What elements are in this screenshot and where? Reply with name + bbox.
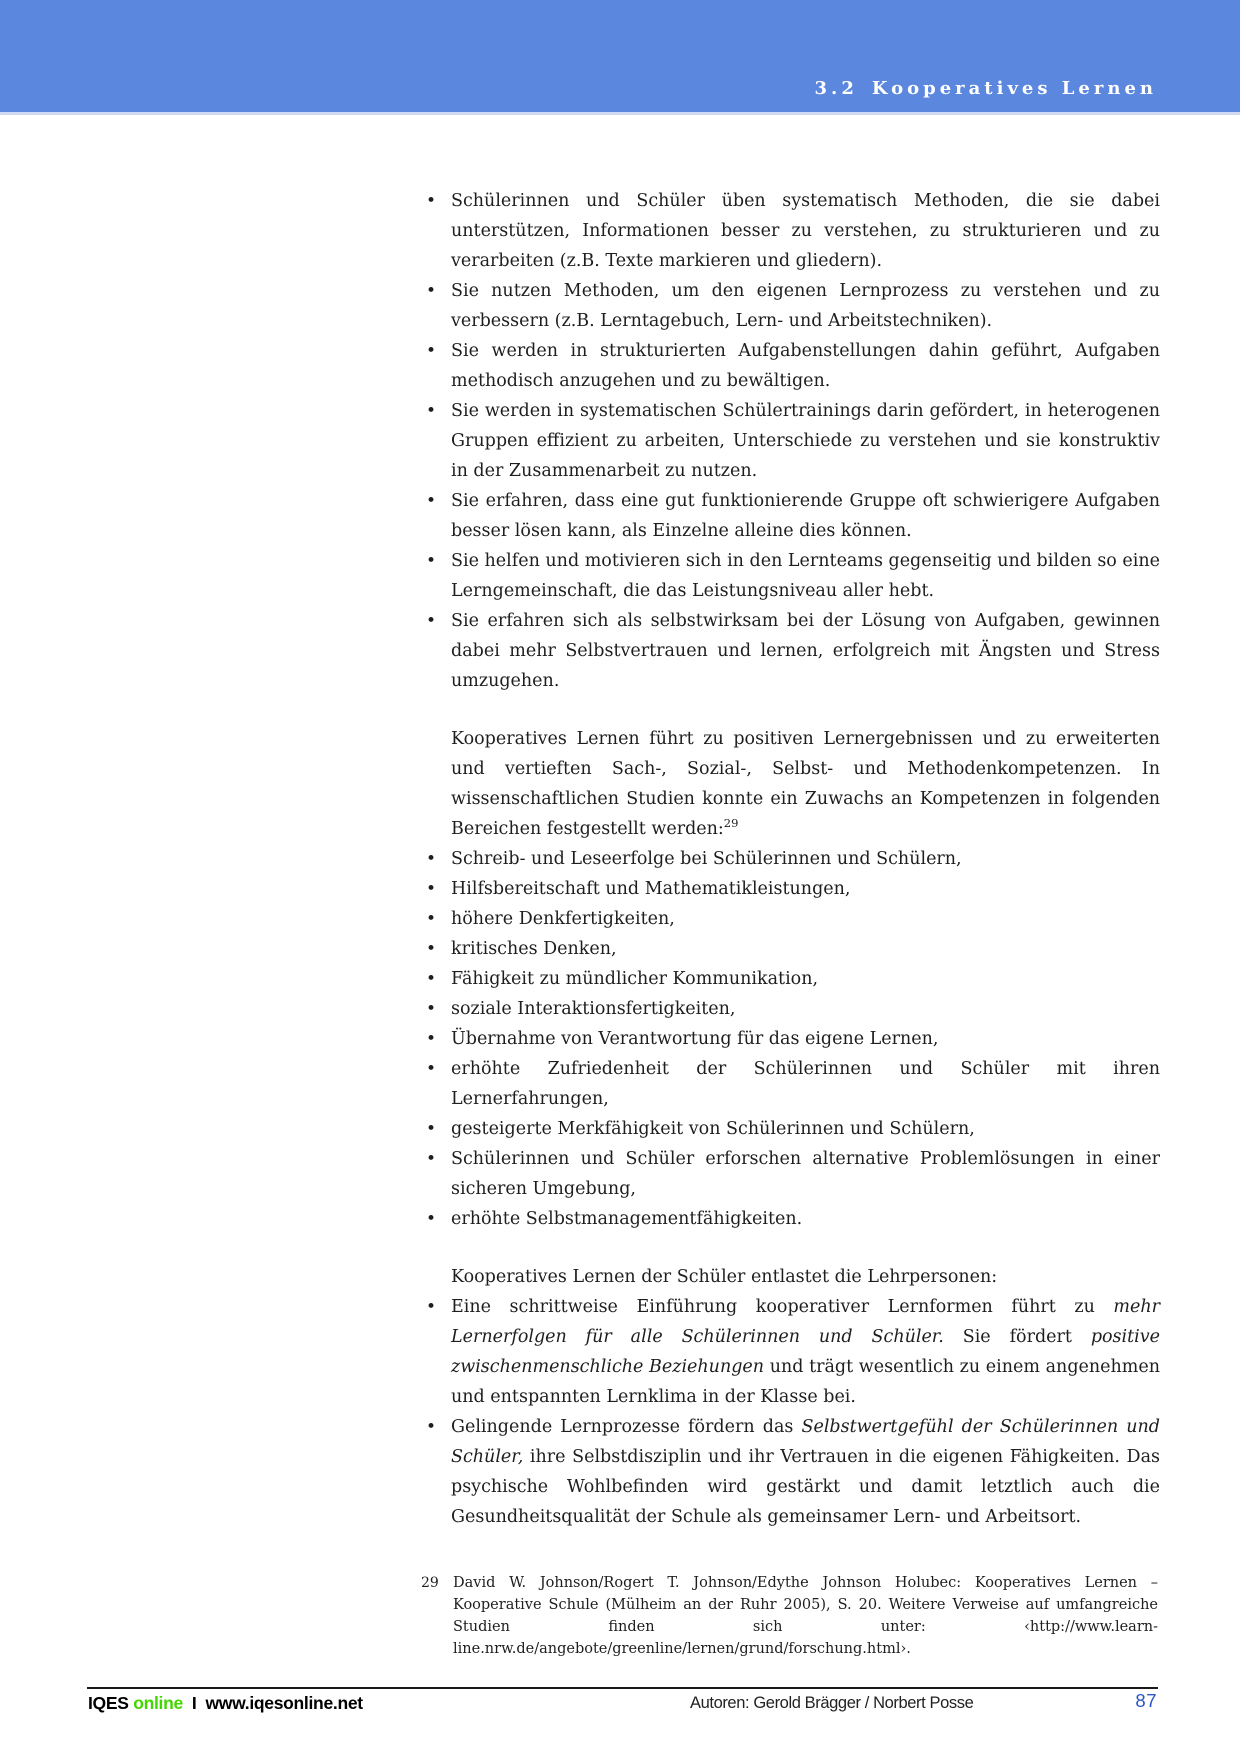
list-item: • erhöhte Selbstmanagementfähigkeiten. <box>424 1204 1160 1234</box>
bullet-list-methods <box>424 186 1160 696</box>
list-item: • Sie werden in strukturierten Aufgabenstellungen dahin geführt, Aufgaben methodisch anzugehen und zu bewältigen. <box>424 336 1160 396</box>
brand-iqes: IQES <box>88 1693 129 1713</box>
paragraph-research-intro: Kooperatives Lernen führt zu positiven Lernergebnissen und zu erweiterten und vertieften Sach-, Sozial-, Selbst- und Methodenkompetenzen. In wissenschaftlichen Studien konnte ein Zuwachs an Kompetenzen in folgenden Bereichen festgestellt werden:$^{29}$ <box>451 729 1160 839</box>
footer-brand <box>88 1693 363 1714</box>
list-item: • kritisches Denken, <box>424 934 1160 964</box>
page-number: 87 <box>1135 1690 1157 1711</box>
list-item: • Eine schrittweise Einführung kooperativer Lernformen führt zu mehr Lernerfolgen für alle Schülerinnen und Schüler. Sie fördert positive zwischenmenschliche Beziehungen und trägt wesentlich zu einem angenehmen und entspannten Lernklima in der Klasse bei. <box>424 1292 1160 1412</box>
list-item: • gesteigerte Merkfähigkeit von Schülerinnen und Schülern, <box>424 1114 1160 1144</box>
list-item: • soziale Interaktionsfertigkeiten, <box>424 994 1160 1024</box>
footer-authors: Autoren: Gerold Brägger / Norbert Posse <box>690 1694 974 1712</box>
list-item: • Schülerinnen und Schüler erforschen alternative Problemlösungen in einer sicheren Umgebung, <box>424 1144 1160 1204</box>
footnote-marker: 29 <box>421 1575 439 1591</box>
list-item: • Sie nutzen Methoden, um den eigenen Lernprozess zu verstehen und zu verbessern (z.B. Lerntagebuch, Lern- und Arbeitstechniken). <box>424 276 1160 336</box>
footnote-reference: 29 <box>723 816 739 831</box>
footer-url: www.iqesonline.net <box>205 1693 363 1713</box>
paragraph-teacher-relief: Kooperatives Lernen der Schüler entlastet die Lehrpersonen: <box>451 1267 998 1287</box>
header-bar <box>0 0 1240 115</box>
list-item: • Schülerinnen und Schüler üben systematisch Methoden, die sie dabei unterstützen, Informationen besser zu verstehen, zu strukturieren und zu verarbeiten (z.B. Texte markieren und gliedern). <box>424 186 1160 276</box>
spacer <box>424 1234 1160 1262</box>
brand-online: online <box>133 1693 183 1713</box>
footnote <box>421 1572 1158 1660</box>
bullet-list-benefits <box>424 1292 1160 1532</box>
list-item: • Schreib- und Leseerfolge bei Schülerinnen und Schülern, <box>424 844 1160 874</box>
spacer <box>424 696 1160 724</box>
footer-divider <box>87 1687 1158 1689</box>
list-item: • Gelingende Lernprozesse fördern das Selbstwertgefühl der Schülerinnen und Schüler, ihre Selbstdisziplin und ihr Vertrauen in die eigenen Fähigkeiten. Das psychische Wohlbefinden wird gestärkt und damit letztlich auch die Gesundheitsqualität der Schule als gemeinsamer Lern- und Arbeitsort. <box>424 1412 1160 1532</box>
page-body <box>424 186 1160 1532</box>
list-item: • Sie werden in systematischen Schülertrainings darin gefördert, in heterogenen Gruppen effizient zu arbeiten, Unterschiede zu verstehen und sie konstruktiv in der Zusammenarbeit zu nutzen. <box>424 396 1160 486</box>
list-item: • Sie helfen und motivieren sich in den Lernteams gegenseitig und bilden so eine Lerngemeinschaft, die das Leistungsniveau aller hebt. <box>424 546 1160 606</box>
list-item: • Hilfsbereitschaft und Mathematikleistungen, <box>424 874 1160 904</box>
list-item: • höhere Denkfertigkeiten, <box>424 904 1160 934</box>
bullet-list-competencies <box>424 844 1160 1234</box>
list-item: • erhöhte Zufriedenheit der Schülerinnen und Schüler mit ihren Lernerfahrungen, <box>424 1054 1160 1114</box>
footer-separator: I <box>191 1693 197 1713</box>
section-number: 3.2 <box>814 78 858 99</box>
section-heading <box>815 78 1157 99</box>
footnote-text: David W. Johnson/Rogert T. Johnson/Edythe Johnson Holubec: Kooperatives Lernen – Kooperative Schule (Mülheim an der Ruhr 2005), S. 20. Weitere Verweise auf umfangreiche Studien finden sich unter: ‹http://www.learn-line.nrw.de/angebote/greenline/lernen/grund/forschung.html›. <box>453 1575 1158 1657</box>
list-item: • Übernahme von Verantwortung für das eigene Lernen, <box>424 1024 1160 1054</box>
list-item: • Fähigkeit zu mündlicher Kommunikation, <box>424 964 1160 994</box>
list-item: • Sie erfahren sich als selbstwirksam bei der Lösung von Aufgaben, gewinnen dabei mehr Selbstvertrauen und lernen, erfolgreich mit Ängsten und Stress umzugehen. <box>424 606 1160 696</box>
section-title: Kooperatives Lernen <box>871 78 1157 99</box>
list-item: • Sie erfahren, dass eine gut funktionierende Gruppe oft schwierigere Aufgaben besser lösen kann, als Einzelne alleine dies können. <box>424 486 1160 546</box>
